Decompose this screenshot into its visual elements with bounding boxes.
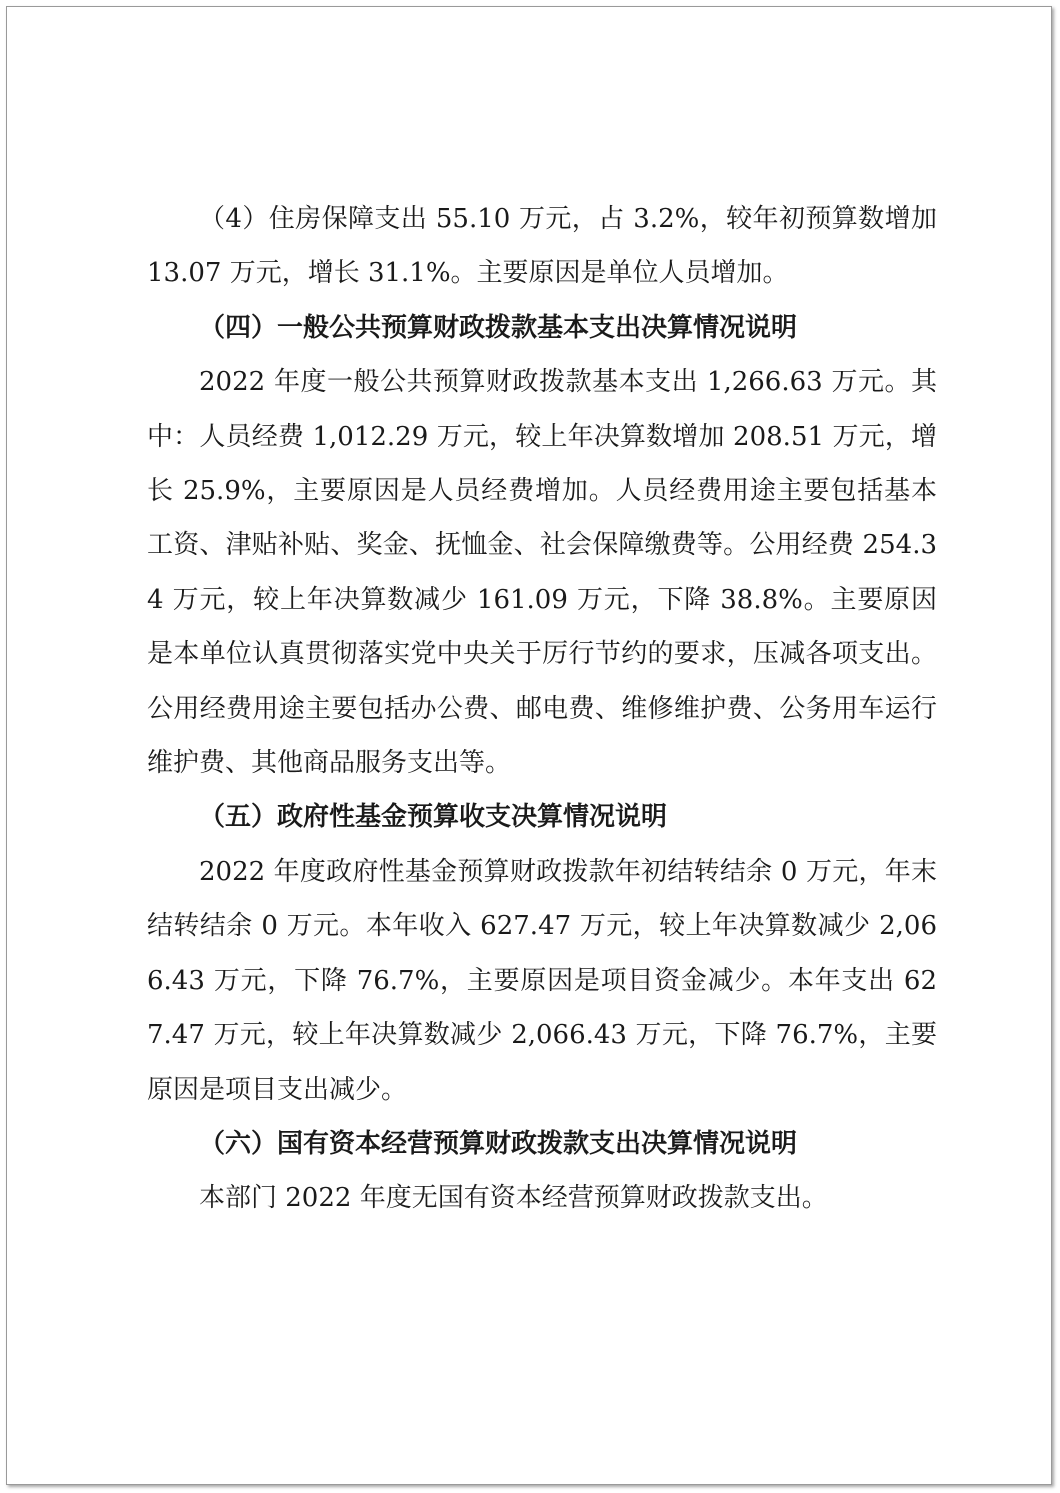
paragraph-government-fund: 2022 年度政府性基金预算财政拨款年初结转结余 0 万元，年末结转结余 0 万元。本年收入 627.47 万元，较上年决算数减少 2,066.43 万元，下降 76.7%，主要原因是项目资金减少。本年支出 627.47 万元，较上年决算数减少 2,066.43 万元，下降 76.7%，主要原因是项目支出减少。: [147, 856, 937, 1105]
section-heading-state-capital: （六）国有资本经营预算财政拨款支出决算情况说明: [199, 1128, 798, 1159]
section-heading-basic-expense: （四）一般公共预算财政拨款基本支出决算情况说明: [199, 312, 798, 343]
paragraph-housing-expense: （4）住房保障支出 55.10 万元，占 3.2%，较年初预算数增加 13.07 万元，增长 31.1%。主要原因是单位人员增加。: [147, 204, 937, 289]
paragraph-state-capital: 本部门 2022 年度无国有资本经营预算财政拨款支出。: [199, 1183, 828, 1214]
paragraph-basic-expense: 2022 年度一般公共预算财政拨款基本支出 1,266.63 万元。其中：人员经费 1,012.29 万元，较上年决算数增加 208.51 万元，增长 25.9%，主要原因是人员经费增加。人员经费用途主要包括基本工资、津贴补贴、奖金、抚恤金、社会保障缴费等。公用经费 254.34 万元，较上年决算数减少 161.09 万元，下降 38.8%。主要原因是本单位认真贯彻落实党中央关于厉行节约的要求，压减各项支出。公用经费用途主要包括办公费、邮电费、维修维护费、公务用车运行维护费、其他商品服务支出等。: [147, 367, 937, 779]
section-heading-government-fund: （五）政府性基金预算收支决算情况说明: [199, 802, 668, 833]
document-body: [147, 192, 937, 1226]
